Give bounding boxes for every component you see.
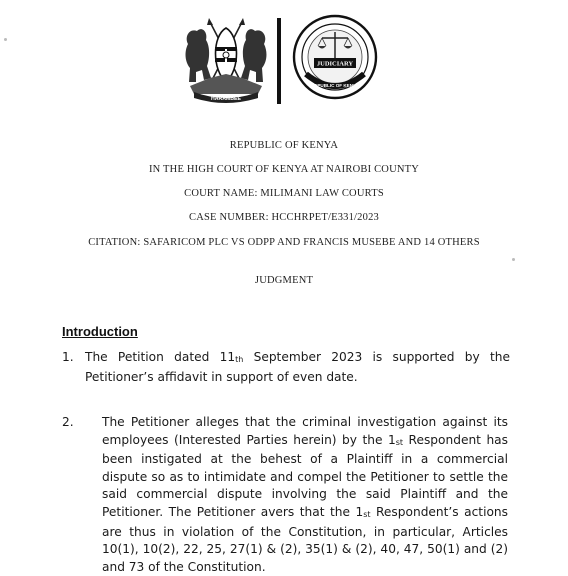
paragraph-text: The Petitioner alleges that the criminal investigation against its employees (Interested Parties herein) by the $1_{st}$ Respondent has been instigated at the behest of a Plaintiff in a commercial dispute so as to intimidate and compel the Petitioner to settle the said commercial dispute involving the said Plaintiff and the Petitioner. The Petitioner avers that the $1_{st}$ Respondent’s actions are thus in violation of the Constitution, in particular, Articles 10(1), 10(2), 22, 25, 27(1) & (2), 35(1) & (2), 40, 47, 50(1) and (2) and 73 of the Constitution.: [102, 415, 509, 574]
case-number-line: CASE NUMBER: HCCHRPET/E331/2023: [189, 212, 379, 223]
document-type-title: JUDGMENT: [254, 275, 314, 286]
scan-speck: [4, 38, 7, 41]
header-emblems: [180, 14, 380, 106]
seal-text-bottom: REPUBLIC OF KENYA: [310, 83, 360, 88]
paragraph-2: [62, 414, 512, 574]
citation-line: CITATION: SAFARICOM PLC VS ODPP AND FRANCIS MUSEBE AND 14 OTHERS: [88, 237, 480, 248]
court-line: IN THE HIGH COURT OF KENYA AT NAIROBI COUNTY: [148, 164, 420, 175]
judiciary-seal-icon: [292, 14, 378, 100]
seal-text-top: JUDICIARY: [316, 60, 354, 68]
section-heading: Introduction: [62, 324, 138, 339]
paragraph-text: The Petition dated $11_{th}$ September 2023 is supported by the Petitioner’s affidavit in support of even date.: [85, 350, 510, 384]
kenya-coat-of-arms-icon: [180, 14, 272, 104]
paragraph-number: 1.: [62, 350, 74, 364]
header-divider: [277, 18, 281, 104]
republic-line: REPUBLIC OF KENYA: [229, 140, 339, 151]
paragraph-1: [62, 349, 512, 389]
coat-motto: HARAMBEE: [211, 96, 241, 102]
scan-speck: [512, 258, 515, 261]
paragraph-number: 2.: [62, 415, 74, 429]
court-name-line: COURT NAME: MILIMANI LAW COURTS: [184, 188, 384, 199]
